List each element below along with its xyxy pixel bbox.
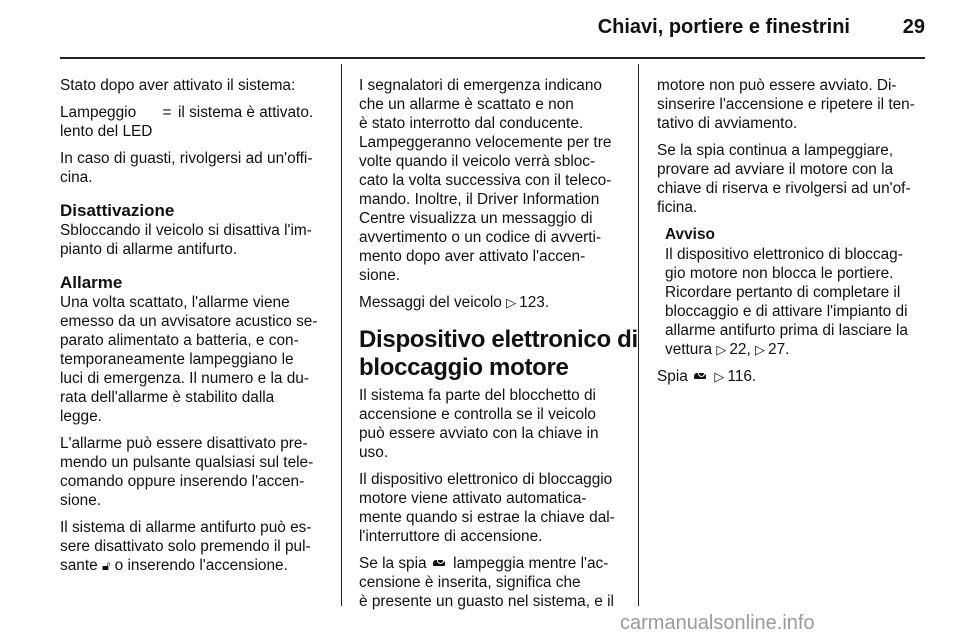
header-rule <box>60 57 925 59</box>
reference-arrow-icon: ▷ <box>506 295 517 310</box>
alarm-paragraph-3: Il sistema di allarme antifurto può es- sere disattivato solo premendo il pul- sante 🔓︎ o inserendo l'accensione. <box>60 519 312 574</box>
immobiliser-section-title: Dispositivo elettronico di bloccaggio motore <box>359 326 638 381</box>
status-intro: Stato dopo aver attivato il sistema: <box>60 77 296 94</box>
reference-arrow-icon: ▷ <box>716 342 727 357</box>
engine-paragraph: motore non può essere avviato. Di- sinserire l'accensione e ripetere il ten- tativo di avviamento. <box>657 77 915 132</box>
status-row <box>60 103 335 141</box>
reference-arrow-icon: ▷ <box>755 342 766 357</box>
alarm-paragraph-1: Una volta scattato, l'allarme viene emesso da un avvisatore acustico se- parato alimentato a batteria, e con- temporaneamente lampeggiano le luci di emergenza. Il numero e la du- rata dell'allarme è stabilito dalla legge. <box>60 294 318 425</box>
immobiliser-paragraph-1: Il sistema fa parte del blocchetto di accensione e controlla se il veicolo può essere avviato con la chiave in uso. <box>359 387 599 461</box>
status-value: il sistema è attivato. <box>178 104 314 121</box>
spia-ref[interactable]: Spia ▷ 116. <box>657 368 757 385</box>
immobiliser-warning-icon <box>433 558 447 569</box>
immobiliser-paragraph-2: Il dispositivo elettronico di bloccaggio motore viene attivato automatica- mente quando si estrae la chiave dal- l'interruttore di accensione. <box>359 471 615 545</box>
immobiliser-warning-icon <box>694 371 708 382</box>
hazard-paragraph: I segnalatori di emergenza indicano che un allarme è scattato e non è stato interrotto dal conducente. Lampeggeranno velocemente per tre volte quando il veicolo verrà sbloc- cato la volta successiva con il teleco- mando. Inoltre, il Driver Information Centre visualizza un messaggio di avvertimento o un codice di avverti- mento dopo aver attivato l'accen- sione. <box>359 77 612 284</box>
vehicle-messages-ref[interactable]: Messaggi del veicolo ▷ 123. <box>359 294 550 311</box>
remote-unlock-icon: 🔓︎ <box>101 558 111 573</box>
column-2 <box>359 76 638 619</box>
header-title: Chiavi, portiere e finestrini <box>597 16 850 38</box>
fault-paragraph: In caso di guasti, rivolgersi ad un'offi- cina. <box>60 150 313 186</box>
deactivation-paragraph: Sbloccando il veicolo si disattiva l'im- pianto di allarme antifurto. <box>60 222 312 258</box>
reference-arrow-icon: ▷ <box>714 369 725 384</box>
page-number: 29 <box>902 16 925 38</box>
status-equals: = <box>162 104 172 121</box>
notice-ref-2[interactable]: 27. <box>768 341 790 358</box>
alarm-heading: Allarme <box>60 273 123 292</box>
status-label-line1: Lampeggio <box>60 104 137 121</box>
deactivation-heading: Disattivazione <box>60 201 175 220</box>
watermark: carmanualsonline.info <box>620 612 815 634</box>
spare-key-paragraph: Se la spia continua a lampeggiare, provare ad avviare il motore con la chiave di riserva e rivolgersi ad un'of- ficina. <box>657 142 911 216</box>
immobiliser-paragraph-3: Se la spia lampeggia mentre l'ac- censione è inserita, significa che è presente un guasto nel sistema, e il <box>359 555 614 610</box>
notice-ref-1[interactable]: 22, <box>729 341 751 358</box>
status-label-line2: lento del LED <box>60 123 153 140</box>
notice-box: Avviso Il dispositivo elettronico di bloccag- gio motore non blocca le portiere. Ricordare pertanto di completare il bloccaggio e di attivare l'impianto di allarme antifurto prima di lasciare la vettura ▷ 22, ▷ 27. <box>657 225 927 359</box>
column-3 <box>657 76 927 394</box>
alarm-paragraph-2: L'allarme può essere disattivato pre- mendo un pulsante qualsiasi sul tele- comando oppure inserendo l'accen- sione. <box>60 435 314 509</box>
column-divider-1 <box>341 64 342 606</box>
column-1 <box>60 76 335 583</box>
column-divider-2 <box>638 64 639 606</box>
notice-heading: Avviso <box>665 226 715 243</box>
